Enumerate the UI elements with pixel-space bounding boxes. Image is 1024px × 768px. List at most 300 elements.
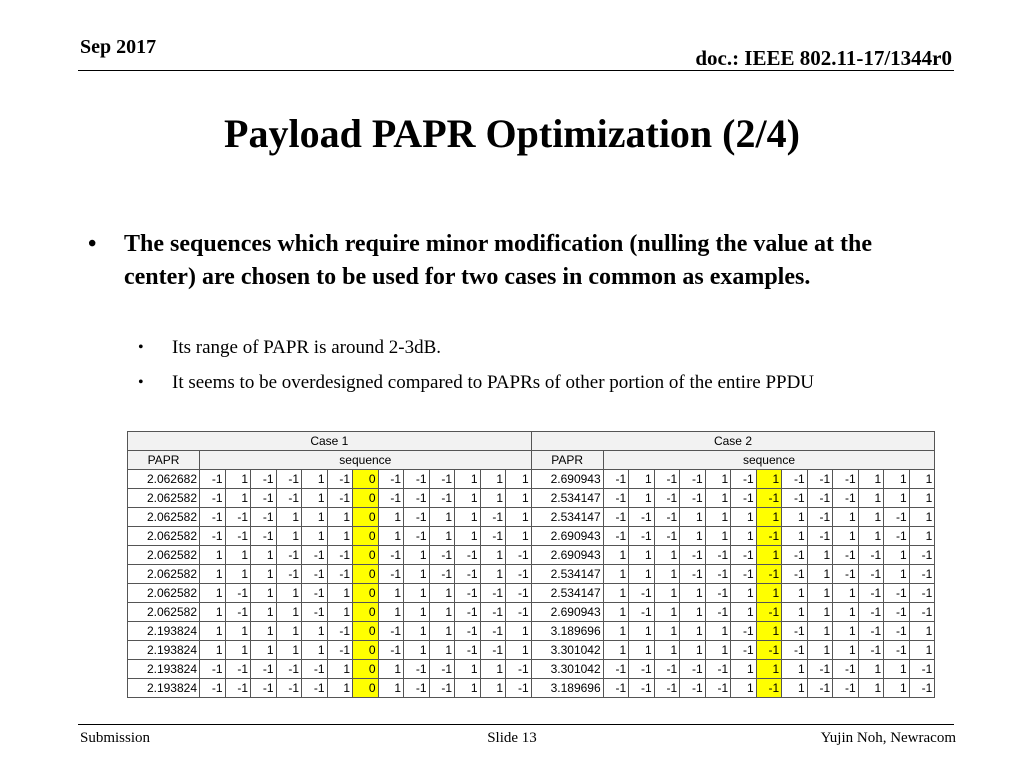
case2-sequence-cell: 1: [833, 508, 859, 527]
case2-papr-cell: 2.534147: [531, 565, 603, 584]
case2-sequence-cell: 1: [782, 584, 808, 603]
case2-papr-cell: 3.189696: [531, 622, 603, 641]
case1-sequence-cell: 1: [404, 584, 430, 603]
case2-sequence-cell: 1: [782, 603, 808, 622]
case1-sequence-cell: -1: [251, 508, 277, 527]
case2-sequence-cell: -1: [603, 470, 629, 489]
case1-sequence-cell: -1: [225, 603, 251, 622]
case1-sequence-cell: 1: [480, 546, 506, 565]
case1-sequence-cell: 1: [327, 527, 353, 546]
case2-sequence-cell: 1: [629, 489, 655, 508]
case2-sequence-cell: 1: [833, 584, 859, 603]
case1-sequence-cell: -1: [302, 584, 328, 603]
footer-author: Yujin Noh, Newracom: [820, 730, 956, 746]
case1-sequence-cell: 0: [353, 603, 379, 622]
case1-sequence-cell: -1: [327, 489, 353, 508]
case1-sequence-cell: -1: [225, 584, 251, 603]
case2-sequence-cell: -1: [858, 603, 884, 622]
case2-sequence-cell: 1: [884, 565, 910, 584]
case1-sequence-cell: 1: [302, 470, 328, 489]
case2-sequence-cell: -1: [756, 489, 782, 508]
case2-sequence-cell: -1: [884, 641, 910, 660]
case2-sequence-cell: 1: [807, 641, 833, 660]
case2-sequence-cell: -1: [629, 527, 655, 546]
case2-sequence-cell: -1: [629, 603, 655, 622]
case2-sequence-cell: 1: [629, 565, 655, 584]
case1-sequence-cell: -1: [251, 527, 277, 546]
case2-sequence-cell: 1: [654, 565, 680, 584]
table-row: [128, 508, 935, 527]
case1-sequence-cell: 1: [455, 660, 481, 679]
case1-sequence-cell: 1: [225, 546, 251, 565]
case1-sequence-cell: -1: [276, 546, 302, 565]
case2-sequence-cell: 1: [654, 603, 680, 622]
case1-sequence-cell: 1: [200, 546, 226, 565]
case1-sequence-cell: 1: [200, 603, 226, 622]
case2-sequence-cell: -1: [654, 660, 680, 679]
case2-sequence-cell: 1: [654, 546, 680, 565]
case2-papr-cell: 2.690943: [531, 470, 603, 489]
case2-sequence-cell: 1: [884, 679, 910, 698]
table-row: [128, 660, 935, 679]
case1-papr-cell: 2.062582: [128, 546, 200, 565]
case2-sequence-cell: 1: [756, 546, 782, 565]
case2-sequence-cell: 1: [603, 546, 629, 565]
case1-sequence-cell: 1: [302, 527, 328, 546]
case1-sequence-cell: 1: [455, 508, 481, 527]
header-doc-id: doc.: IEEE 802.11-17/1344r0: [695, 46, 952, 70]
case2-sequence-cell: 1: [629, 641, 655, 660]
case2-sequence-cell: -1: [833, 679, 859, 698]
case1-sequence-cell: -1: [276, 679, 302, 698]
case1-papr-cell: 2.062582: [128, 508, 200, 527]
case1-sequence-cell: -1: [455, 603, 481, 622]
case2-papr-cell: 2.690943: [531, 603, 603, 622]
case1-sequence-cell: 1: [429, 527, 455, 546]
case1-papr-cell: 2.062582: [128, 565, 200, 584]
case2-sequence-cell: 1: [629, 622, 655, 641]
case1-sequence-cell: -1: [327, 565, 353, 584]
case2-sequence-cell: -1: [629, 660, 655, 679]
case2-sequence-cell: -1: [731, 470, 757, 489]
case1-sequence-cell: -1: [327, 546, 353, 565]
case2-papr-cell: 2.534147: [531, 584, 603, 603]
case2-sequence-cell: -1: [756, 565, 782, 584]
case1-sequence-header: sequence: [200, 451, 532, 470]
case1-sequence-cell: 1: [225, 622, 251, 641]
case1-sequence-cell: -1: [225, 527, 251, 546]
case2-sequence-cell: -1: [756, 527, 782, 546]
case2-sequence-cell: -1: [807, 508, 833, 527]
table-row: [128, 622, 935, 641]
case1-sequence-cell: -1: [455, 584, 481, 603]
case1-sequence-cell: 1: [251, 641, 277, 660]
case2-sequence-cell: -1: [782, 546, 808, 565]
table-row: [128, 641, 935, 660]
slide-title: Payload PAPR Optimization (2/4): [224, 111, 800, 156]
case1-sequence-cell: 1: [378, 660, 404, 679]
case1-sequence-cell: -1: [404, 527, 430, 546]
table-row: [128, 584, 935, 603]
case2-papr-cell: 3.301042: [531, 641, 603, 660]
table-row: [128, 603, 935, 622]
case2-sequence-cell: 1: [756, 622, 782, 641]
case2-sequence-cell: 1: [680, 603, 706, 622]
case2-sequence-cell: -1: [909, 546, 935, 565]
case2-sequence-cell: 1: [858, 470, 884, 489]
table-row: [128, 679, 935, 698]
case2-sequence-cell: -1: [680, 489, 706, 508]
case2-sequence-cell: -1: [705, 603, 731, 622]
case2-sequence-cell: -1: [833, 546, 859, 565]
case1-sequence-cell: 1: [480, 489, 506, 508]
case1-sequence-cell: -1: [480, 584, 506, 603]
case1-sequence-cell: 1: [327, 603, 353, 622]
case2-sequence-cell: 1: [603, 603, 629, 622]
case1-sequence-cell: -1: [200, 489, 226, 508]
case1-header: Case 1: [128, 432, 532, 451]
case1-sequence-cell: 1: [200, 584, 226, 603]
case2-sequence-cell: -1: [858, 565, 884, 584]
case1-sequence-cell: 1: [455, 489, 481, 508]
case1-sequence-cell: 0: [353, 546, 379, 565]
case1-sequence-cell: 0: [353, 679, 379, 698]
case2-sequence-cell: 1: [603, 584, 629, 603]
case1-sequence-cell: 1: [302, 489, 328, 508]
case2-sequence-cell: 1: [909, 508, 935, 527]
case1-sequence-cell: -1: [480, 603, 506, 622]
case1-sequence-cell: 1: [327, 679, 353, 698]
case1-sequence-cell: -1: [276, 660, 302, 679]
case1-sequence-cell: 1: [404, 622, 430, 641]
case2-sequence-cell: 1: [756, 660, 782, 679]
case1-sequence-cell: 1: [251, 546, 277, 565]
case2-sequence-cell: -1: [782, 470, 808, 489]
case1-sequence-cell: 1: [480, 565, 506, 584]
case2-sequence-cell: 1: [807, 565, 833, 584]
case2-sequence-cell: -1: [731, 546, 757, 565]
case2-sequence-cell: 1: [629, 546, 655, 565]
case1-sequence-cell: 0: [353, 527, 379, 546]
case2-sequence-cell: 1: [884, 660, 910, 679]
case2-sequence-cell: 1: [705, 641, 731, 660]
case1-sequence-cell: -1: [251, 489, 277, 508]
case2-sequence-cell: -1: [731, 641, 757, 660]
case1-sequence-cell: 1: [251, 565, 277, 584]
case1-sequence-cell: 1: [506, 489, 532, 508]
case1-sequence-cell: 0: [353, 622, 379, 641]
case1-sequence-cell: -1: [327, 641, 353, 660]
case1-sequence-cell: -1: [455, 565, 481, 584]
case2-sequence-cell: -1: [807, 470, 833, 489]
case2-sequence-cell: -1: [807, 489, 833, 508]
case1-sequence-cell: -1: [506, 603, 532, 622]
table-row: [128, 546, 935, 565]
case2-sequence-cell: 1: [833, 641, 859, 660]
case1-sequence-cell: 1: [455, 679, 481, 698]
case2-sequence-cell: -1: [731, 565, 757, 584]
bullet-dot: •: [138, 339, 144, 356]
case1-sequence-cell: -1: [429, 660, 455, 679]
case2-sequence-cell: -1: [603, 489, 629, 508]
sub-bullet-text: It seems to be overdesigned compared to PAPRs of other portion of the entire PPDU: [172, 372, 815, 393]
case1-sequence-cell: 1: [200, 641, 226, 660]
case2-sequence-cell: -1: [909, 565, 935, 584]
main-bullet: [88, 228, 948, 294]
case1-sequence-cell: 1: [404, 603, 430, 622]
case2-sequence-cell: 1: [629, 470, 655, 489]
bullet-dot: •: [138, 374, 144, 391]
case2-sequence-cell: -1: [680, 679, 706, 698]
case2-sequence-cell: -1: [858, 622, 884, 641]
case2-sequence-cell: -1: [807, 679, 833, 698]
case1-sequence-cell: -1: [200, 470, 226, 489]
case1-sequence-cell: -1: [302, 603, 328, 622]
case2-sequence-cell: 1: [858, 489, 884, 508]
case1-sequence-cell: 1: [506, 622, 532, 641]
case1-sequence-cell: -1: [480, 622, 506, 641]
case1-sequence-cell: 1: [251, 603, 277, 622]
case2-sequence-cell: -1: [884, 508, 910, 527]
case2-sequence-cell: -1: [807, 660, 833, 679]
table-column-header-row: [128, 451, 935, 470]
case2-sequence-cell: 1: [807, 584, 833, 603]
case1-sequence-cell: 1: [455, 527, 481, 546]
case2-sequence-cell: 1: [680, 584, 706, 603]
case1-sequence-cell: -1: [506, 679, 532, 698]
case1-sequence-cell: 1: [251, 622, 277, 641]
case2-sequence-cell: -1: [756, 641, 782, 660]
case2-sequence-cell: -1: [858, 546, 884, 565]
case2-sequence-cell: 1: [731, 660, 757, 679]
case2-sequence-cell: -1: [782, 641, 808, 660]
case1-sequence-cell: 1: [378, 527, 404, 546]
case1-sequence-cell: -1: [302, 679, 328, 698]
case1-papr-cell: 2.062582: [128, 603, 200, 622]
case2-sequence-cell: 1: [858, 660, 884, 679]
case1-sequence-cell: 1: [276, 641, 302, 660]
case2-sequence-cell: -1: [705, 546, 731, 565]
case2-sequence-cell: -1: [833, 470, 859, 489]
case1-sequence-cell: -1: [506, 546, 532, 565]
case2-sequence-cell: -1: [629, 584, 655, 603]
case1-sequence-cell: 1: [480, 679, 506, 698]
case2-sequence-cell: 1: [756, 508, 782, 527]
case2-sequence-cell: 1: [807, 622, 833, 641]
table-row: [128, 489, 935, 508]
case1-sequence-cell: 1: [404, 546, 430, 565]
case1-sequence-cell: -1: [429, 565, 455, 584]
case1-sequence-cell: -1: [225, 660, 251, 679]
case1-sequence-cell: -1: [506, 660, 532, 679]
case2-sequence-cell: 1: [680, 641, 706, 660]
case2-sequence-cell: 1: [705, 622, 731, 641]
case2-sequence-cell: -1: [603, 508, 629, 527]
case2-sequence-cell: -1: [807, 527, 833, 546]
case1-sequence-cell: -1: [225, 508, 251, 527]
case2-sequence-cell: 1: [884, 489, 910, 508]
case2-sequence-cell: -1: [603, 527, 629, 546]
case2-sequence-cell: 1: [909, 527, 935, 546]
case1-sequence-cell: 1: [480, 660, 506, 679]
case1-sequence-cell: 0: [353, 660, 379, 679]
case2-sequence-cell: -1: [858, 584, 884, 603]
case1-papr-header: PAPR: [128, 451, 200, 470]
case2-sequence-cell: 1: [782, 660, 808, 679]
case1-sequence-cell: 1: [225, 565, 251, 584]
case1-sequence-cell: -1: [302, 565, 328, 584]
case1-sequence-cell: -1: [327, 622, 353, 641]
case2-sequence-cell: -1: [909, 679, 935, 698]
case1-sequence-cell: 1: [225, 489, 251, 508]
case2-sequence-cell: -1: [884, 622, 910, 641]
case1-sequence-cell: -1: [480, 641, 506, 660]
case2-sequence-cell: 1: [603, 622, 629, 641]
case2-sequence-cell: -1: [680, 470, 706, 489]
case2-sequence-cell: -1: [680, 565, 706, 584]
table-row: [128, 470, 935, 489]
main-bullet-text: The sequences which require minor modification (nulling the value at the center) are chosen to be used for two cases in common as examples.: [124, 231, 873, 290]
case2-sequence-cell: -1: [705, 660, 731, 679]
case2-sequence-cell: -1: [782, 622, 808, 641]
case1-sequence-cell: -1: [429, 546, 455, 565]
table-case-header-row: [128, 432, 935, 451]
case1-sequence-cell: -1: [302, 546, 328, 565]
case1-sequence-cell: -1: [378, 565, 404, 584]
case1-sequence-cell: -1: [404, 489, 430, 508]
table-body: [128, 470, 935, 698]
case2-sequence-cell: -1: [705, 584, 731, 603]
case1-sequence-cell: -1: [480, 508, 506, 527]
case1-sequence-cell: -1: [404, 660, 430, 679]
case1-sequence-cell: 1: [506, 470, 532, 489]
case1-sequence-cell: -1: [200, 679, 226, 698]
case2-sequence-cell: 1: [654, 641, 680, 660]
case2-sequence-cell: 1: [680, 527, 706, 546]
case1-sequence-cell: 1: [302, 641, 328, 660]
case1-sequence-cell: 0: [353, 489, 379, 508]
papr-table: [127, 431, 935, 698]
case2-sequence-cell: 1: [705, 508, 731, 527]
case2-sequence-cell: -1: [884, 584, 910, 603]
case1-sequence-cell: -1: [378, 489, 404, 508]
case2-sequence-cell: 1: [858, 679, 884, 698]
case1-sequence-cell: 1: [378, 679, 404, 698]
case2-sequence-cell: -1: [782, 565, 808, 584]
case2-sequence-cell: 1: [909, 641, 935, 660]
case1-sequence-cell: -1: [276, 489, 302, 508]
table-row: [128, 565, 935, 584]
case2-sequence-cell: -1: [909, 603, 935, 622]
case1-sequence-cell: 0: [353, 565, 379, 584]
case2-sequence-cell: -1: [654, 470, 680, 489]
case2-header: Case 2: [531, 432, 935, 451]
case1-sequence-cell: 0: [353, 641, 379, 660]
case2-sequence-cell: 1: [858, 527, 884, 546]
case1-sequence-cell: 1: [378, 584, 404, 603]
case2-sequence-cell: 1: [909, 489, 935, 508]
case2-sequence-cell: -1: [884, 603, 910, 622]
case2-papr-cell: 2.690943: [531, 527, 603, 546]
case2-sequence-cell: 1: [705, 527, 731, 546]
case2-sequence-cell: -1: [654, 489, 680, 508]
case2-sequence-cell: -1: [909, 660, 935, 679]
case1-sequence-cell: 1: [327, 508, 353, 527]
case2-sequence-cell: 1: [731, 508, 757, 527]
case2-sequence-cell: 1: [680, 622, 706, 641]
case1-sequence-cell: -1: [429, 489, 455, 508]
case1-sequence-cell: 1: [225, 470, 251, 489]
footer-divider: [78, 724, 954, 725]
case2-sequence-cell: 1: [782, 508, 808, 527]
case1-sequence-cell: -1: [378, 641, 404, 660]
case1-papr-cell: 2.062582: [128, 527, 200, 546]
case1-sequence-cell: -1: [200, 660, 226, 679]
case1-sequence-cell: 1: [327, 584, 353, 603]
case2-sequence-cell: -1: [705, 679, 731, 698]
case1-sequence-cell: 1: [200, 565, 226, 584]
case2-sequence-cell: 1: [731, 527, 757, 546]
case2-sequence-cell: 1: [833, 603, 859, 622]
case2-sequence-cell: 1: [884, 546, 910, 565]
case2-sequence-cell: 1: [909, 622, 935, 641]
case1-sequence-cell: -1: [251, 470, 277, 489]
case1-sequence-cell: 1: [302, 622, 328, 641]
case1-sequence-cell: 1: [429, 603, 455, 622]
case2-sequence-cell: 1: [654, 622, 680, 641]
case1-sequence-cell: 1: [429, 641, 455, 660]
case1-sequence-cell: -1: [378, 622, 404, 641]
case1-sequence-cell: 1: [327, 660, 353, 679]
case2-sequence-cell: -1: [680, 660, 706, 679]
case1-sequence-cell: 1: [506, 641, 532, 660]
case2-sequence-cell: -1: [782, 489, 808, 508]
case1-sequence-cell: -1: [404, 679, 430, 698]
case1-sequence-cell: 1: [378, 603, 404, 622]
case2-sequence-cell: -1: [884, 527, 910, 546]
case2-sequence-cell: -1: [654, 508, 680, 527]
case2-sequence-cell: 1: [705, 470, 731, 489]
case2-sequence-cell: 1: [756, 470, 782, 489]
case1-sequence-cell: 1: [276, 603, 302, 622]
case2-sequence-cell: -1: [705, 565, 731, 584]
case2-sequence-cell: -1: [629, 679, 655, 698]
case2-papr-header: PAPR: [531, 451, 603, 470]
case2-sequence-cell: 1: [680, 508, 706, 527]
sub-bullet-1: [138, 336, 918, 360]
case1-sequence-cell: 1: [276, 527, 302, 546]
case1-sequence-cell: -1: [480, 527, 506, 546]
case1-sequence-cell: -1: [455, 622, 481, 641]
case1-papr-cell: 2.193824: [128, 622, 200, 641]
case1-sequence-cell: 1: [429, 584, 455, 603]
footer-slide-number: Slide 13: [487, 730, 537, 746]
case1-sequence-cell: -1: [429, 679, 455, 698]
case1-sequence-cell: -1: [251, 660, 277, 679]
case2-sequence-cell: -1: [680, 546, 706, 565]
case1-sequence-cell: -1: [506, 584, 532, 603]
case1-sequence-cell: 1: [429, 622, 455, 641]
case1-sequence-cell: -1: [378, 470, 404, 489]
case2-sequence-cell: 1: [807, 603, 833, 622]
header-date: Sep 2017: [80, 36, 157, 58]
case2-papr-cell: 3.301042: [531, 660, 603, 679]
case2-sequence-cell: 1: [858, 508, 884, 527]
case2-papr-cell: 2.534147: [531, 489, 603, 508]
case1-sequence-cell: -1: [276, 565, 302, 584]
case1-sequence-cell: 1: [251, 584, 277, 603]
case1-sequence-cell: 0: [353, 470, 379, 489]
